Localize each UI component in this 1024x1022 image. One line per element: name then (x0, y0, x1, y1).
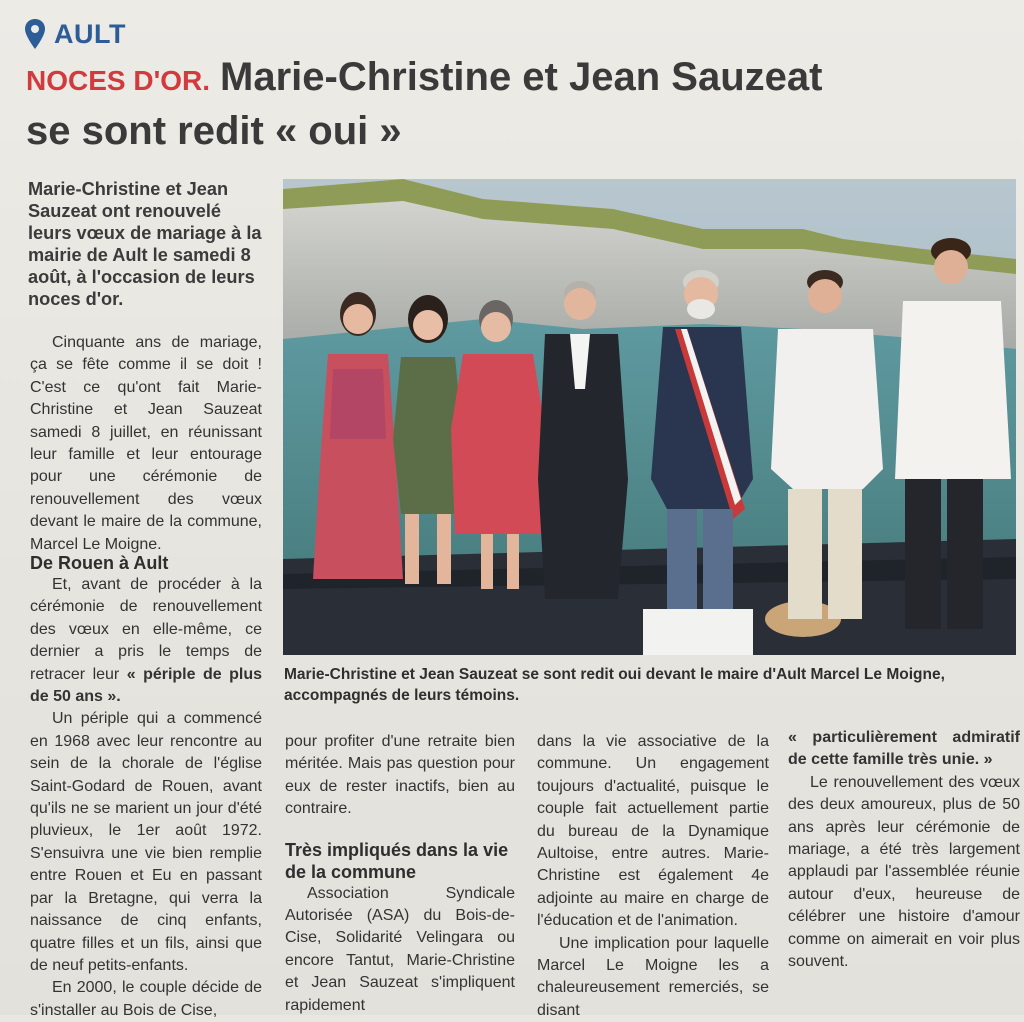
column-3 (537, 731, 769, 1022)
column-4 (788, 727, 1020, 973)
article-photo (283, 179, 1016, 655)
subheading-commune: Très impliqués dans la vie de la commune (285, 839, 509, 882)
headline (26, 52, 1006, 156)
paragraph-4: En 2000, le couple décide de s'installer au Bois de Cise, (30, 979, 262, 1019)
group-photo-illustration (283, 179, 1016, 655)
standfirst: Marie-Christine et Jean Sauzeat ont renouvelé leurs vœux de mariage à la mairie de Ault le samedi 8 août, à l'occasion de leurs noces d'or. (28, 179, 262, 309)
photo-caption: Marie-Christine et Jean Sauzeat se sont redit oui devant le maire d'Ault Marcel Le Moigne, accompagnés de leurs témoins. (284, 666, 945, 704)
location-tag (24, 16, 126, 52)
paragraph-1: Cinquante ans de mariage, ça se fête comme il se doit ! C'est ce qu'ont fait Marie-Christine et Jean Sauzeat samedi 8 juillet, en réunissant leur famille et leur entourage pour une cérémonie de renouvellement des vœux devant le maire de la commune, Marcel Le Moigne. (30, 334, 262, 553)
paragraph-2 (30, 574, 262, 708)
column-2 (285, 731, 515, 1017)
location-label: AULT (54, 18, 126, 49)
paragraph-7: dans la vie associative de la commune. Un engagement toujours d'actualité, puisque le couple fait actuellement partie du bureau de la Dynamique Aultoise, entre autres. Marie-Christine est également 4e adjointe au maire en charge de l'éducation et de l'animation. (537, 733, 769, 930)
paragraph-3: Un périple qui a commencé en 1968 avec leur rencontre au sein de la chorale de l'église Saint-Godard de Rouen, avant qu'ils ne se marient un jour d'été pluvieux, le 1er août 1972. S'ensuivra une vie bien remplie entre Rouen et Eu en passant par la Bretagne, qui verra la naissance de cinq enfants, quatre filles et un fils, ainsi que de neuf petits-enfants. (30, 710, 262, 974)
column-1-top (30, 332, 262, 556)
headline-title-line2: se sont redit « oui » (26, 109, 402, 153)
paragraph-8: Une implication pour laquelle Marcel Le Moigne les a chaleureusement remerciés, se disant (537, 934, 769, 1019)
paragraph-10: Le renouvellement des vœux des deux amoureux, plus de 50 ans après leur cérémonie de mariage, a été très largement applaudi par l'assemblée réunie autour d'eux, heureuse de célébrer une histoire d'amour comme on aimerait en voir plus souvent. (788, 773, 1020, 971)
paragraph-6: Association Syndicale Autorisée (ASA) du Bois-de-Cise, Solidarité Velingara ou encore Tantut, Marie-Christine et Jean Sauzeat s'impliquent rapidement (285, 884, 515, 1014)
paragraph-9-quote: « particulièrement admiratif de cette famille très unie. » (788, 729, 1020, 769)
paragraph-2-quote: « périple de plus de 50 ans ». (30, 665, 262, 706)
subheading-rouen-ault: De Rouen à Ault (30, 553, 169, 573)
headline-kicker: NOCES D'OR. (26, 65, 211, 96)
headline-title-line1: Marie-Christine et Jean Sauzeat (220, 55, 823, 99)
map-pin-icon (24, 18, 46, 50)
paragraph-2-text: Et, avant de procéder à la cérémonie de renouvellement des vœux en elle-même, ce dernier a pris le temps de retracer leur (30, 576, 262, 683)
column-1-bottom (30, 552, 262, 1022)
paragraph-5: pour profiter d'une retraite bien méritée. Mais pas question pour eux de rester inactifs, bien au contraire. (285, 733, 515, 818)
